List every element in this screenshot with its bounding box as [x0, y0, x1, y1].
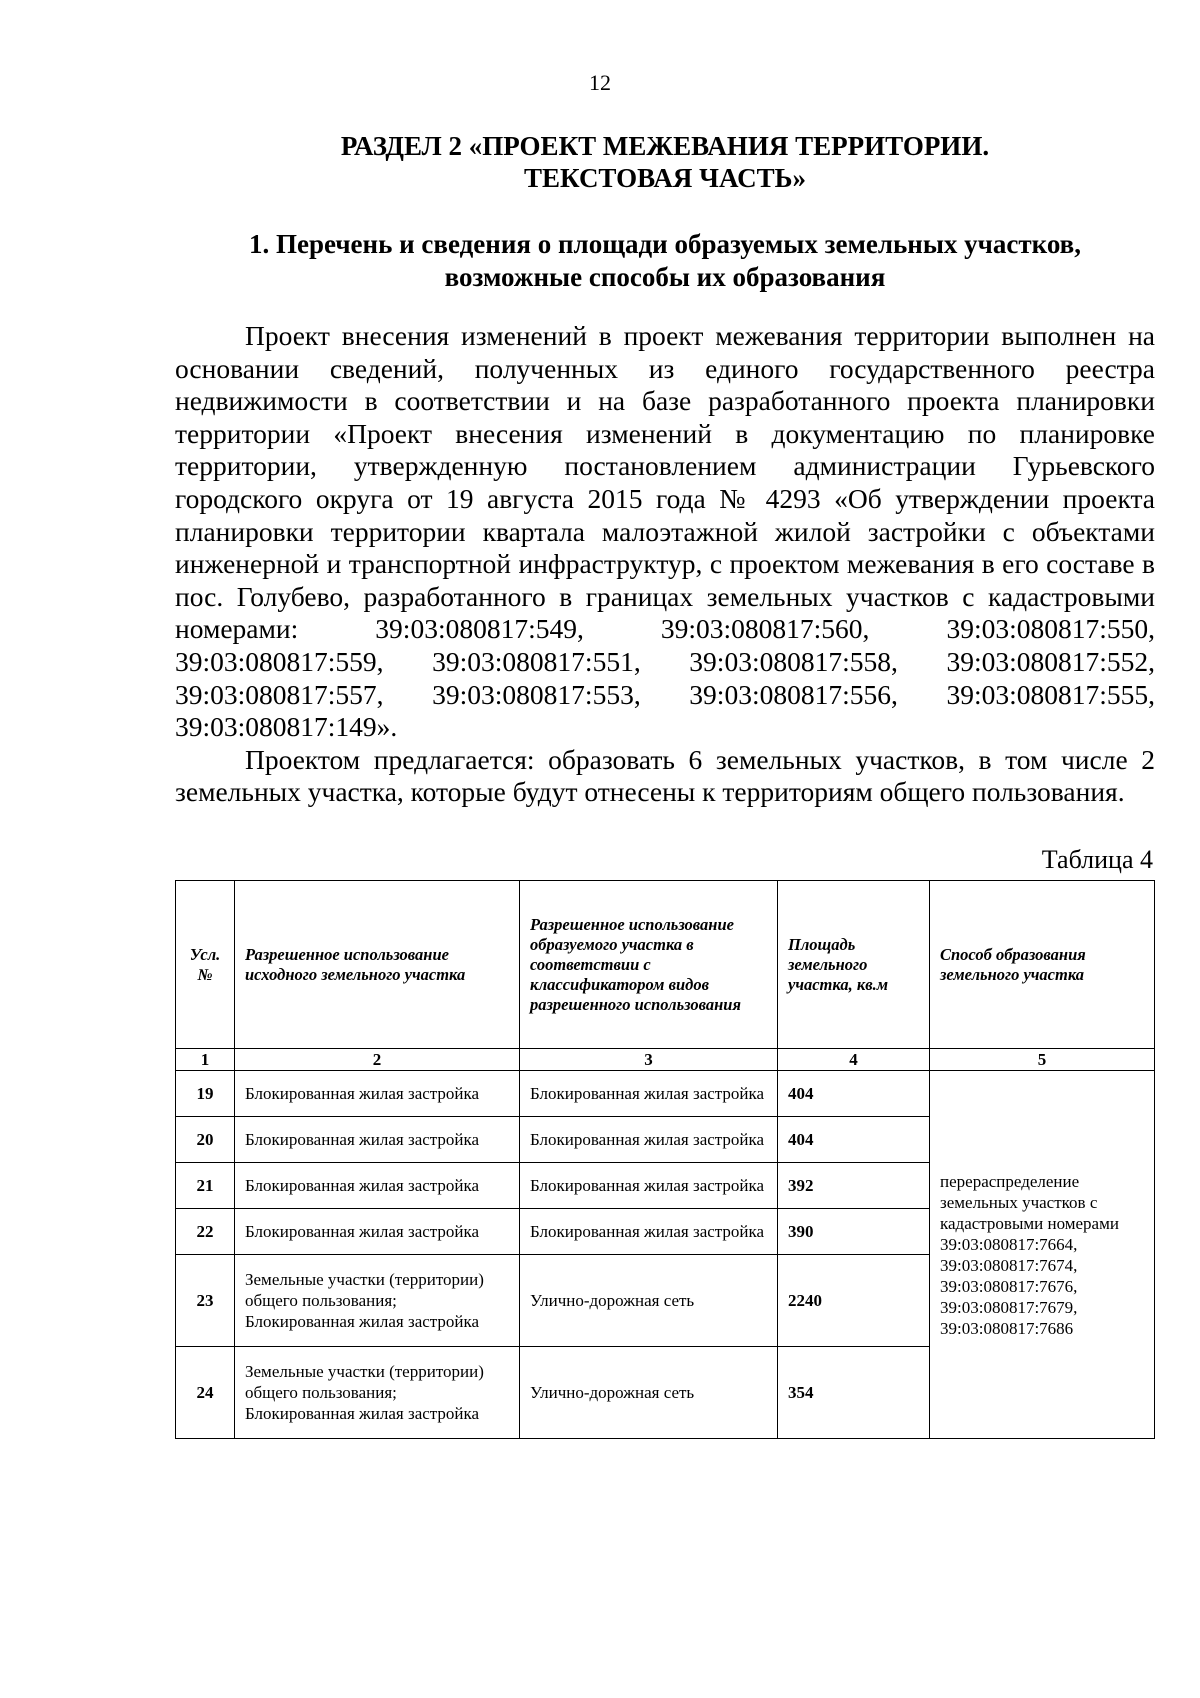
new-use-cell: Блокированная жилая застройка [520, 1117, 778, 1163]
header-area: Площадь земельного участка, кв.м [778, 881, 930, 1049]
area-cell: 404 [778, 1117, 930, 1163]
source-use-cell: Блокированная жилая застройка [235, 1071, 520, 1117]
header-formation-method: Способ образования земельного участка [930, 881, 1155, 1049]
paragraph-project-basis: Проект внесения изменений в проект межевания территории выполнен на основании сведений, полученных из единого государственного реестра недвижимости в соответствии и на базе разработанного проекта планировки территории «Проект внесения изменений в документацию по планировке территории, утвержденную постановлением администрации Гурьевского городского округа от 19 августа 2015 года № 4293 «Об утверждении проекта планировки территории квартала малоэтажной жилой застройки с объектами инженерной и транспортной инфраструктур, с проектом межевания в его составе в пос. Голубево, разработанного в границах земельных участков с кадастровыми номерами: 39:03:080817:549, 39:03:080817:560, 39:03:080817:550, 39:03:080817:559, 39:03:080817:551, 39:03:080817:558, 39:03:080817:552, 39:03:080817:557, 39:03:080817:553, 39:03:080817:556, 39:03:080817:555, 39:03:080817:149». [175, 320, 1155, 743]
new-use-cell: Улично-дорожная сеть [520, 1255, 778, 1347]
subsection-title-line-1: 1. Перечень и сведения о площади образуемых земельных участков, [249, 229, 1081, 259]
area-cell: 404 [778, 1071, 930, 1117]
new-use-cell: Улично-дорожная сеть [520, 1347, 778, 1439]
plot-number: 22 [176, 1209, 235, 1255]
new-use-cell: Блокированная жилая застройка [520, 1071, 778, 1117]
source-use-cell: Земельные участки (территории) общего пользования; Блокированная жилая застройка [235, 1347, 520, 1439]
column-number: 5 [930, 1049, 1155, 1071]
table-header-row [176, 881, 1155, 1049]
table-row [176, 1071, 1155, 1117]
source-use-cell: Блокированная жилая застройка [235, 1163, 520, 1209]
section-title-line-1: РАЗДЕЛ 2 «ПРОЕКТ МЕЖЕВАНИЯ ТЕРРИТОРИИ. [340, 131, 990, 161]
formation-method-cell: перераспределение земельных участков с кадастровыми номерами 39:03:080817:7664, 39:03:080817:7674, 39:03:080817:7676, 39:03:080817:7679, 39:03:080817:7686 [930, 1071, 1155, 1439]
column-number: 2 [235, 1049, 520, 1071]
plot-number: 24 [176, 1347, 235, 1439]
header-new-use: Разрешенное использование образуемого участка в соответствии с классификатором видов разрешенного использования [520, 881, 778, 1049]
source-use-cell: Земельные участки (территории) общего пользования; Блокированная жилая застройка [235, 1255, 520, 1347]
area-cell: 354 [778, 1347, 930, 1439]
plot-number: 20 [176, 1117, 235, 1163]
area-cell: 2240 [778, 1255, 930, 1347]
body-text [175, 320, 1155, 809]
paragraph-proposal: Проектом предлагается: образовать 6 земельных участков, в том числе 2 земельных участка, которые будут отнесены к территориям общего пользования. [175, 743, 1155, 808]
source-use-cell: Блокированная жилая застройка [235, 1117, 520, 1163]
column-number: 1 [176, 1049, 235, 1071]
column-number-row [176, 1049, 1155, 1071]
section-title [175, 130, 1155, 194]
new-use-cell: Блокированная жилая застройка [520, 1163, 778, 1209]
column-number: 3 [520, 1049, 778, 1071]
section-title-line-2: ТЕКСТОВАЯ ЧАСТЬ» [524, 163, 806, 193]
header-source-use: Разрешенное использование исходного земельного участка [235, 881, 520, 1049]
plot-number: 19 [176, 1071, 235, 1117]
page-number: 12 [589, 70, 611, 95]
table-caption: Таблица 4 [1041, 845, 1153, 874]
header-number: Усл. № [176, 881, 235, 1049]
new-use-cell: Блокированная жилая застройка [520, 1209, 778, 1255]
area-cell: 392 [778, 1163, 930, 1209]
subsection-title-line-2: возможные способы их образования [444, 262, 886, 292]
plot-number: 23 [176, 1255, 235, 1347]
land-plots-table [175, 880, 1155, 1439]
source-use-cell: Блокированная жилая застройка [235, 1209, 520, 1255]
plot-number: 21 [176, 1163, 235, 1209]
column-number: 4 [778, 1049, 930, 1071]
subsection-title [175, 228, 1155, 294]
area-cell: 390 [778, 1209, 930, 1255]
